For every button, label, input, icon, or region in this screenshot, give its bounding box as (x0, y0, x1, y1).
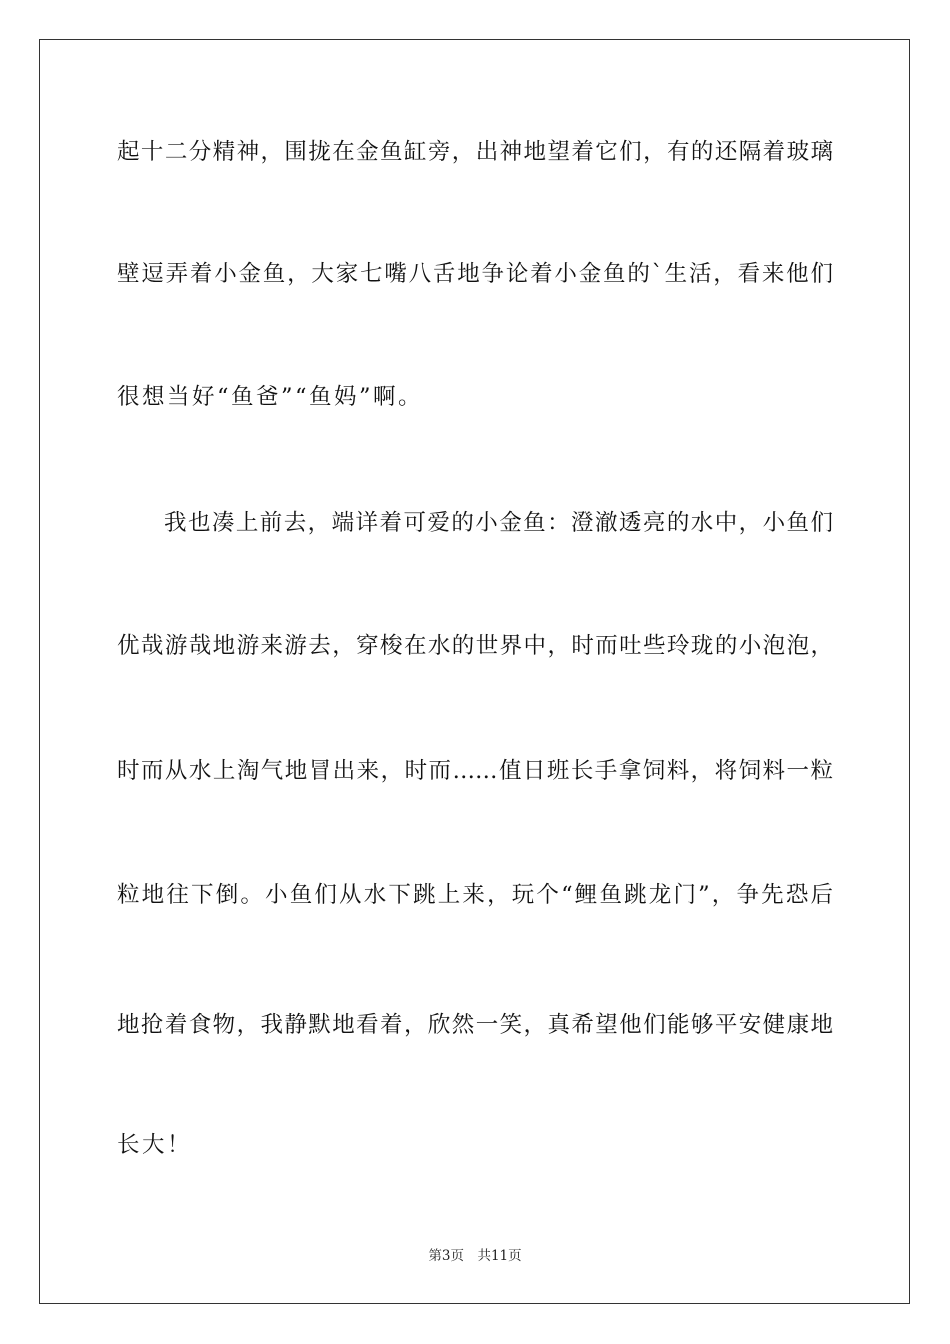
text-line-7: 粒地往下倒。小鱼们从水下跳上来，玩个“鲤鱼跳龙门”，争先恐后 (117, 882, 833, 908)
text-line-3: 很想当好“鱼爸”“鱼妈”啊。 (117, 384, 424, 410)
text-line-2: 壁逗弄着小金鱼，大家七嘴八舌地争论着小金鱼的`生活，看来他们 (117, 261, 833, 287)
text-line-8: 地抢着食物，我静默地看着，欣然一笑，真希望他们能够平安健康地 (117, 1012, 833, 1038)
text-line-6: 时而从水上淘气地冒出来，时而……值日班长手拿饲料，将饲料一粒 (117, 758, 833, 784)
text-line-4-paragraph-start: 我也凑上前去，端详着可爱的小金鱼：澄澈透亮的水中，小鱼们 (164, 510, 833, 536)
text-line-9: 长大！ (117, 1132, 193, 1158)
text-line-5: 优哉游哉地游来游去，穿梭在水的世界中，时而吐些玲珑的小泡泡， (117, 633, 833, 659)
text-line-1: 起十二分精神，围拢在金鱼缸旁，出神地望着它们，有的还隔着玻璃 (117, 139, 833, 165)
page-number-footer: 第3页 共11页 (428, 1248, 522, 1264)
page-frame (39, 39, 910, 1304)
